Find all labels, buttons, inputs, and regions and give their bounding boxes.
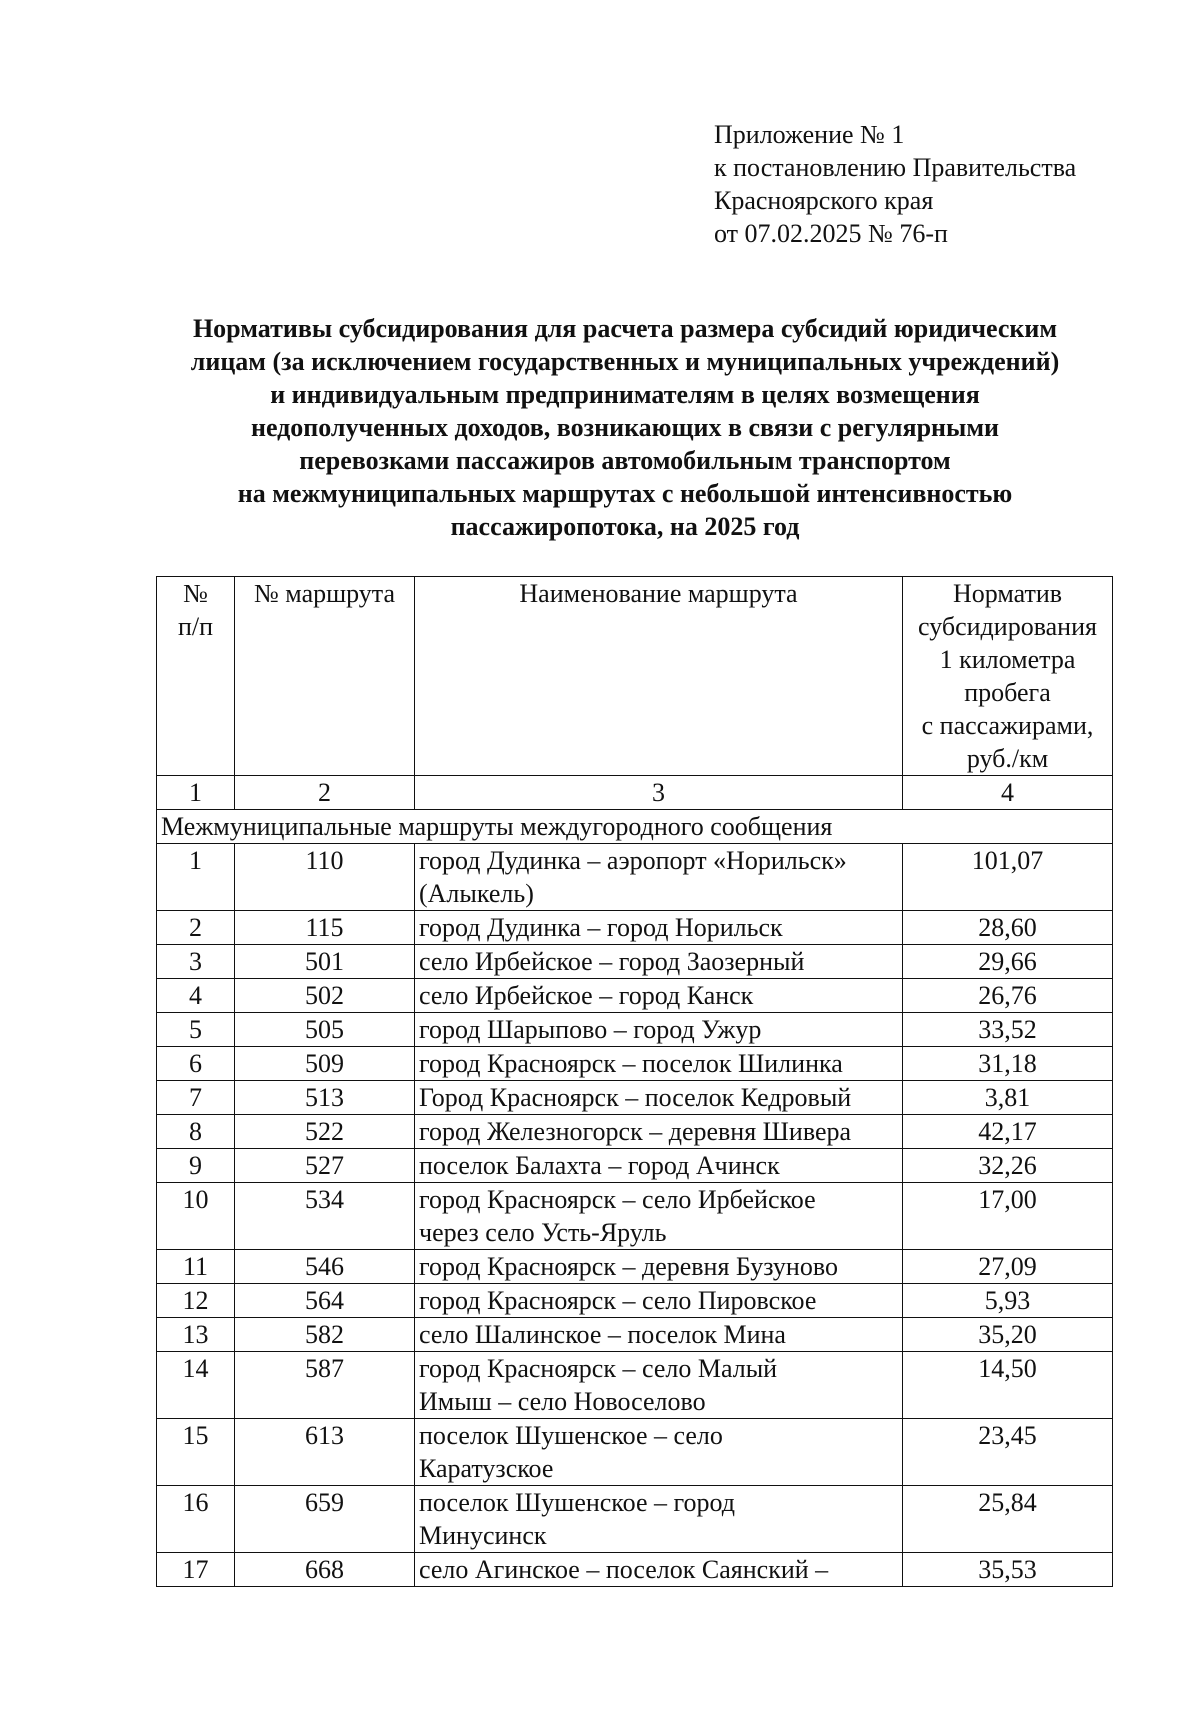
- table-row: [157, 1553, 1113, 1587]
- row-number-cell: 17: [157, 1553, 235, 1587]
- table-row: [157, 1318, 1113, 1352]
- route-name-cell: село Агинское – поселок Саянский –: [415, 1553, 903, 1587]
- route-number-cell: 534: [235, 1183, 415, 1250]
- section-title: Межмуниципальные маршруты междугородного сообщения: [157, 810, 1113, 844]
- subsidy-norm-cell: 28,60: [903, 911, 1113, 945]
- table-row: [157, 979, 1113, 1013]
- table-row: [157, 1081, 1113, 1115]
- header-route-number: № маршрута: [235, 577, 415, 776]
- title-line: перевозками пассажиров автомобильным транспортом: [299, 446, 951, 475]
- route-name-cell: город Железногорск – деревня Шивера: [415, 1115, 903, 1149]
- column-number: 2: [235, 776, 415, 810]
- route-name-cell: город Красноярск – поселок Шилинка: [415, 1047, 903, 1081]
- title-line: Нормативы субсидирования для расчета размера субсидий юридическим: [192, 314, 1058, 343]
- row-number-cell: 15: [157, 1419, 235, 1486]
- subsidy-norm-cell: 35,53: [903, 1553, 1113, 1587]
- table-row: [157, 945, 1113, 979]
- row-number-cell: 1: [157, 844, 235, 911]
- subsidy-norm-cell: 14,50: [903, 1352, 1113, 1419]
- route-name-cell: город Красноярск – деревня Бузуново: [415, 1250, 903, 1284]
- row-number-cell: 10: [157, 1183, 235, 1250]
- route-name-cell: село Ирбейское – город Канск: [415, 979, 903, 1013]
- column-number: 4: [903, 776, 1113, 810]
- subsidy-norm-cell: 29,66: [903, 945, 1113, 979]
- appendix-line: к постановлению Правительства: [714, 153, 1077, 182]
- route-name-cell: поселок Шушенское – город Минусинск: [415, 1486, 903, 1553]
- row-number-cell: 5: [157, 1013, 235, 1047]
- section-row: [157, 810, 1113, 844]
- row-number-cell: 16: [157, 1486, 235, 1553]
- subsidy-norm-cell: 27,09: [903, 1250, 1113, 1284]
- route-number-cell: 110: [235, 844, 415, 911]
- row-number-cell: 14: [157, 1352, 235, 1419]
- title-line: на межмуниципальных маршрутах с небольшой интенсивностью: [237, 479, 1013, 508]
- table-row: [157, 1115, 1113, 1149]
- route-number-cell: 522: [235, 1115, 415, 1149]
- route-number-cell: 505: [235, 1013, 415, 1047]
- appendix-line: от 07.02.2025 № 76-п: [714, 219, 948, 248]
- subsidy-norm-cell: 101,07: [903, 844, 1113, 911]
- title-line: недополученных доходов, возникающих в связи с регулярными: [250, 413, 1000, 442]
- table-row: [157, 911, 1113, 945]
- route-name-cell: город Дудинка – аэропорт «Норильск» (Алыкель): [415, 844, 903, 911]
- subsidy-norm-cell: 42,17: [903, 1115, 1113, 1149]
- title-line: пассажиропотока, на 2025 год: [450, 512, 800, 541]
- route-number-cell: 527: [235, 1149, 415, 1183]
- subsidy-norms-table: [156, 576, 1113, 1587]
- row-number-cell: 3: [157, 945, 235, 979]
- route-name-cell: Город Красноярск – поселок Кедровый: [415, 1081, 903, 1115]
- column-number: 3: [415, 776, 903, 810]
- table-row: [157, 1047, 1113, 1081]
- route-number-cell: 613: [235, 1419, 415, 1486]
- subsidy-norm-cell: 33,52: [903, 1013, 1113, 1047]
- route-name-cell: город Красноярск – село Малый Имыш – село Новоселово: [415, 1352, 903, 1419]
- row-number-cell: 7: [157, 1081, 235, 1115]
- column-numbers-row: [157, 776, 1113, 810]
- row-number-cell: 13: [157, 1318, 235, 1352]
- row-number-cell: 4: [157, 979, 235, 1013]
- title-line: и индивидуальным предпринимателям в целях возмещения: [270, 380, 980, 409]
- route-name-cell: село Шалинское – поселок Мина: [415, 1318, 903, 1352]
- table-row: [157, 1250, 1113, 1284]
- table-row: [157, 844, 1113, 911]
- header-route-name: Наименование маршрута: [415, 577, 903, 776]
- table-row: [157, 1284, 1113, 1318]
- row-number-cell: 11: [157, 1250, 235, 1284]
- route-name-cell: город Красноярск – село Ирбейское через село Усть-Яруль: [415, 1183, 903, 1250]
- table-row: [157, 1486, 1113, 1553]
- subsidy-norm-cell: 23,45: [903, 1419, 1113, 1486]
- route-number-cell: 582: [235, 1318, 415, 1352]
- route-number-cell: 668: [235, 1553, 415, 1587]
- header-row-number: № п/п: [157, 577, 235, 776]
- route-number-cell: 513: [235, 1081, 415, 1115]
- route-name-cell: город Красноярск – село Пировское: [415, 1284, 903, 1318]
- subsidy-norm-cell: 26,76: [903, 979, 1113, 1013]
- route-name-cell: город Шарыпово – город Ужур: [415, 1013, 903, 1047]
- table-row: [157, 1149, 1113, 1183]
- route-number-cell: 502: [235, 979, 415, 1013]
- route-number-cell: 587: [235, 1352, 415, 1419]
- table-row: [157, 1013, 1113, 1047]
- table-row: [157, 1183, 1113, 1250]
- route-name-cell: село Ирбейское – город Заозерный: [415, 945, 903, 979]
- route-number-cell: 564: [235, 1284, 415, 1318]
- subsidy-norm-cell: 32,26: [903, 1149, 1113, 1183]
- table-row: [157, 1352, 1113, 1419]
- document-title: [140, 312, 1110, 543]
- route-number-cell: 659: [235, 1486, 415, 1553]
- subsidy-norm-cell: 31,18: [903, 1047, 1113, 1081]
- table-row: [157, 1419, 1113, 1486]
- row-number-cell: 9: [157, 1149, 235, 1183]
- row-number-cell: 8: [157, 1115, 235, 1149]
- appendix-line: Красноярского края: [714, 186, 934, 215]
- table-header-row: [157, 577, 1113, 776]
- subsidy-norm-cell: 3,81: [903, 1081, 1113, 1115]
- subsidy-norm-cell: 17,00: [903, 1183, 1113, 1250]
- column-number: 1: [157, 776, 235, 810]
- subsidy-norm-cell: 5,93: [903, 1284, 1113, 1318]
- route-number-cell: 501: [235, 945, 415, 979]
- route-number-cell: 546: [235, 1250, 415, 1284]
- route-name-cell: город Дудинка – город Норильск: [415, 911, 903, 945]
- subsidy-norm-cell: 25,84: [903, 1486, 1113, 1553]
- appendix-line: Приложение № 1: [714, 120, 905, 149]
- row-number-cell: 6: [157, 1047, 235, 1081]
- route-name-cell: поселок Шушенское – село Каратузское: [415, 1419, 903, 1486]
- route-number-cell: 115: [235, 911, 415, 945]
- row-number-cell: 12: [157, 1284, 235, 1318]
- row-number-cell: 2: [157, 911, 235, 945]
- appendix-header: [714, 118, 1076, 250]
- route-number-cell: 509: [235, 1047, 415, 1081]
- title-line: лицам (за исключением государственных и муниципальных учреждений): [190, 347, 1060, 376]
- route-name-cell: поселок Балахта – город Ачинск: [415, 1149, 903, 1183]
- subsidy-norm-cell: 35,20: [903, 1318, 1113, 1352]
- header-subsidy-norm: Норматив субсидирования 1 километра пробега с пассажирами, руб./км: [903, 577, 1113, 776]
